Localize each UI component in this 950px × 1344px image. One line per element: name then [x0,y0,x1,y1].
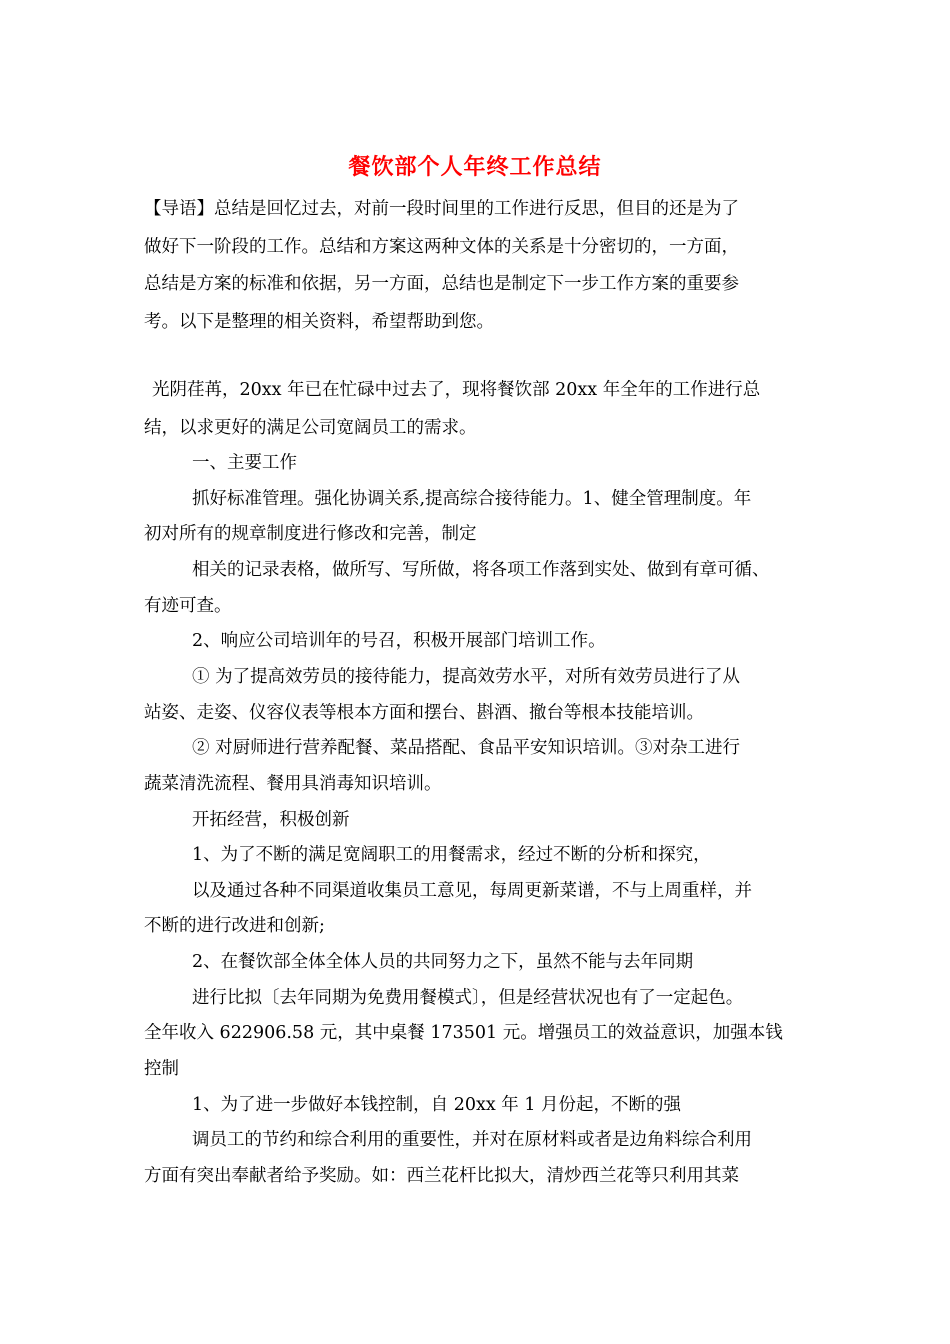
body-line-2: 结，以求更好的满足公司宽阔员工的需求。 [144,418,477,438]
body-line-1: 光阴荏苒，20xx 年已在忙碌中过去了，现将餐饮部 20xx 年全年的工作进行总 [152,380,761,400]
body-line-17: 全年收入 622906.58 元，其中桌餐 173501 元。增强员工的效益意识，加强本钱 [144,1023,783,1043]
body-line-16: 进行比拟〔去年同期为免费用餐模式〕，但是经营状况也有了一定起色。 [192,988,744,1008]
body-line-20: 调员工的节约和综合利用的重要性，并对在原材料或者是边角料综合利用 [192,1130,752,1150]
body-line-7: 2、响应公司培训年的号召，积极开展部门培训工作。 [192,631,606,651]
body-line-4: 初对所有的规章制度进行修改和完善，制定 [144,524,477,544]
body-line-12: 1、为了不断的满足宽阔职工的用餐需求，经过不断的分析和探究， [192,845,711,865]
body-line-3: 抓好标准管理。强化协调关系,提高综合接待能力。1、健全管理制度。年 [192,489,752,509]
intro-line-3: 总结是方案的标准和依据，另一方面，总结也是制定下一步工作方案的重要参 [144,274,739,294]
body-line-19: 1、为了进一步做好本钱控制，自 20xx 年 1 月份起，不断的强 [192,1095,682,1115]
body-line-15: 2、在餐饮部全体全体人员的共同努力之下，虽然不能与去年同期 [192,952,694,972]
body-line-11: 蔬菜清洗流程、餐用具消毒知识培训。 [144,774,442,794]
body-line-8: ① 为了提高效劳员的接待能力，提高效劳水平，对所有效劳员进行了从 [192,667,741,687]
body-line-6: 有迹可查。 [144,596,232,616]
intro-line-4: 考。以下是整理的相关资料，希望帮助到您。 [144,312,494,332]
body-line-13: 以及通过各种不同渠道收集员工意见，每周更新菜谱，不与上周重样，并 [192,881,752,901]
section-heading-innovation: 开拓经营，积极创新 [192,810,350,830]
body-line-21: 方面有突出奉献者给予奖励。如：西兰花杆比拟大，清炒西兰花等只利用其菜 [144,1166,739,1186]
body-line-18: 控制 [144,1059,179,1079]
intro-line-1: 【导语】总结是回忆过去，对前一段时间里的工作进行反思，但目的还是为了 [144,199,739,219]
body-line-5: 相关的记录表格，做所写、写所做，将各项工作落到实处、做到有章可循、 [192,560,770,580]
document-title: 餐饮部个人年终工作总结 [348,154,602,180]
body-line-9: 站姿、走姿、仪容仪表等根本方面和摆台、斟酒、撤台等根本技能培训。 [144,703,704,723]
section-heading-main-work: 一、主要工作 [192,453,297,473]
body-line-14: 不断的进行改进和创新; [144,916,325,936]
body-line-10: ② 对厨师进行营养配餐、菜品搭配、食品平安知识培训。③对杂工进行 [192,738,741,758]
intro-line-2: 做好下一阶段的工作。总结和方案这两种文体的关系是十分密切的，一方面， [144,237,739,257]
